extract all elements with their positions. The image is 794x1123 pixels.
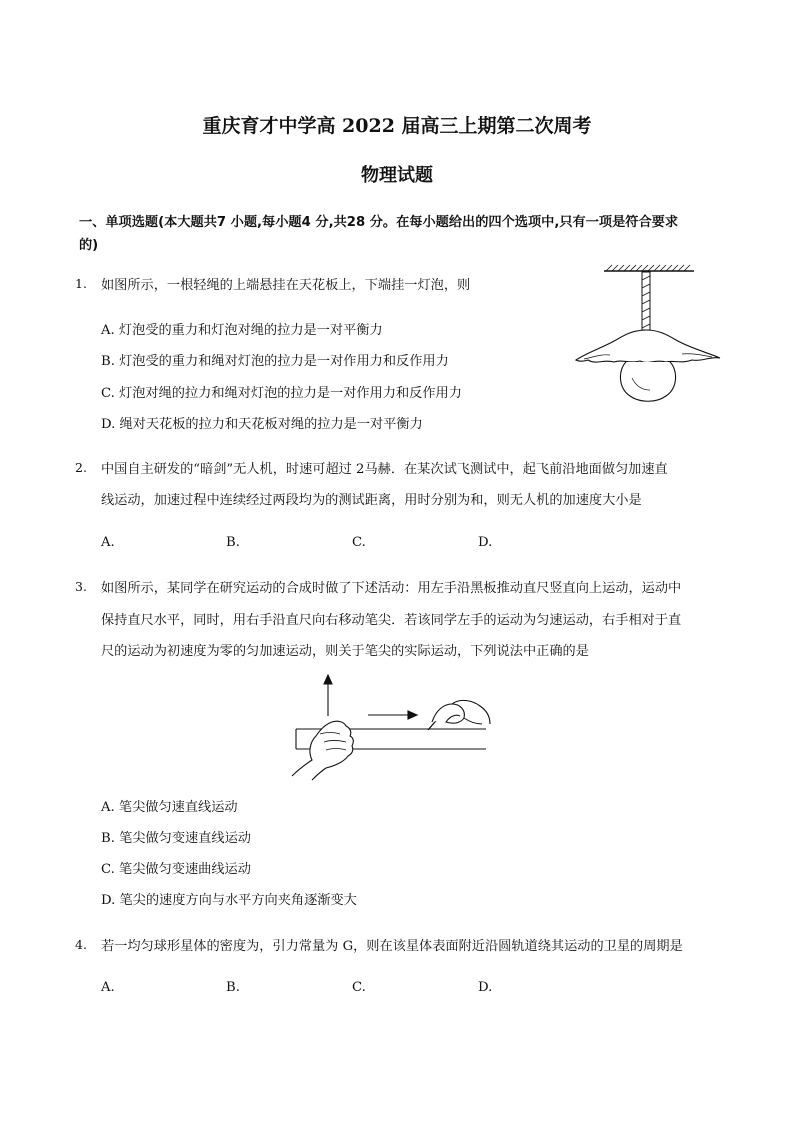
question-number: 2.	[75, 460, 87, 475]
option-c: C.	[352, 535, 366, 550]
exam-title: 重庆育才中学高 2022 届高三上期第二次周考	[202, 115, 592, 137]
option-b: B.	[226, 535, 240, 550]
question-number: 3.	[75, 579, 87, 594]
option-d: D. 绳对天花板的拉力和天花板对绳的拉力是一对平衡力	[101, 417, 423, 432]
ruler-hands-figure	[290, 672, 490, 782]
option-d: D. 笔尖的速度方向与水平方向夹角逐渐变大	[101, 893, 357, 908]
question-text: 尺的运动为初速度为零的匀加速运动，则关于笔尖的实际运动，下列说法中正确的是	[101, 644, 589, 659]
option-a: A.	[101, 535, 115, 550]
exam-subtitle: 物理试题	[361, 165, 433, 186]
question-text: 如图所示，一根轻绳的上端悬挂在天花板上，下端挂一灯泡，则	[101, 278, 471, 293]
question-number: 4.	[75, 937, 87, 952]
option-d: D.	[478, 980, 493, 995]
section-heading-line2: 的)	[79, 238, 99, 253]
question-text: 中国自主研发的“暗剑”无人机，时速可超过 2马赫．在某次试飞测试中，起飞前沿地面做匀加速直	[101, 462, 668, 477]
question-number: 1.	[75, 276, 87, 291]
option-a: A. 笔尖做匀速直线运动	[101, 800, 238, 815]
question-text: 如图所示，某同学在研究运动的合成时做了下述活动：用左手沿黑板推动直尺竖直向上运动，运动中	[101, 581, 682, 596]
option-c: C. 灯泡对绳的拉力和绳对灯泡的拉力是一对作用力和反作用力	[101, 386, 462, 401]
option-b: B.	[226, 980, 240, 995]
option-b: B. 灯泡受的重力和绳对灯泡的拉力是一对作用力和反作用力	[101, 354, 449, 369]
option-c: C.	[352, 980, 366, 995]
option-a: A. 灯泡受的重力和灯泡对绳的拉力是一对平衡力	[101, 323, 383, 338]
section-heading-line1: 一、单项选题(本大题共7 小题,每小题4 分,共28 分。在每小题给出的四个选项中,只有一项是符合要求	[79, 215, 679, 230]
question-text: 保持直尺水平，同时，用右手沿直尺向右移动笔尖．若该同学左手的运动为匀速运动，右手相对于直	[101, 613, 682, 628]
lamp-figure	[570, 262, 730, 412]
option-a: A.	[101, 980, 115, 995]
option-d: D.	[478, 535, 493, 550]
option-b: B. 笔尖做匀变速直线运动	[101, 831, 251, 846]
option-c: C. 笔尖做匀变速曲线运动	[101, 862, 251, 877]
question-text: 若一均匀球形星体的密度为，引力常量为 G，则在该星体表面附近沿圆轨道绕其运动的卫星的周期是	[101, 939, 683, 954]
question-text: 线运动，加速过程中连续经过两段均为的测试距离，用时分别为和，则无人机的加速度大小是	[101, 493, 642, 508]
